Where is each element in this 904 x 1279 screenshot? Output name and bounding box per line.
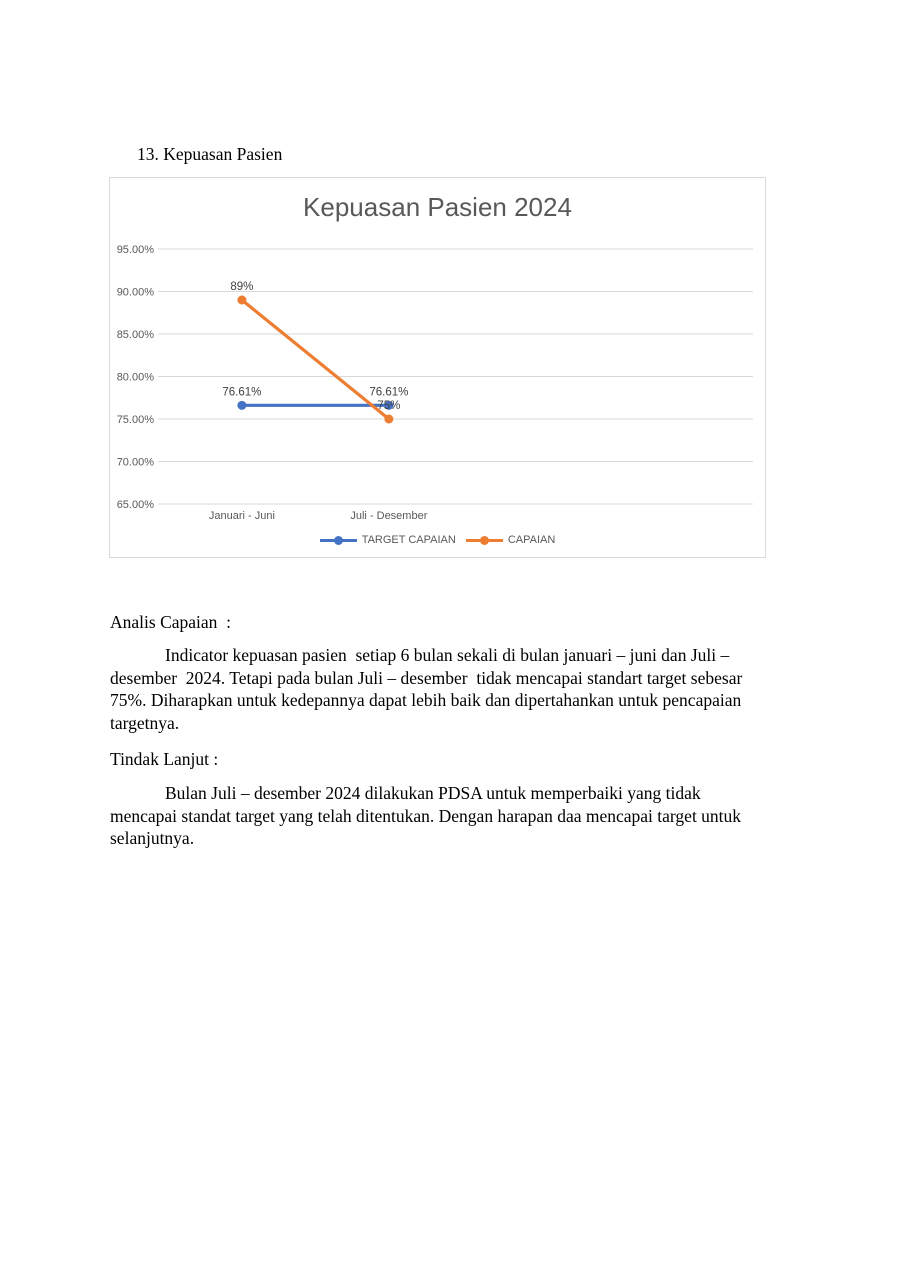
legend-label: CAPAIAN [507,534,556,546]
data-point-marker [384,415,393,424]
data-label: 76.61% [369,386,409,399]
embedded-chart[interactable] [109,177,766,558]
legend-label: TARGET CAPAIAN [361,534,456,546]
x-axis-label: Januari - Juni [208,510,275,522]
chart-legend [110,534,765,546]
followup-paragraph: Bulan Juli – desember 2024 dilakukan PDSA untuk memperbaiki yang tidak mencapai standat target yang telah ditentukan. Dengan harapan daa mencapai target untuk selanjutnya. [110,783,746,849]
legend-line-marker-icon [320,539,357,542]
data-point-marker [237,401,246,410]
y-tick-label: 70.00% [116,456,154,469]
legend-item [320,534,456,546]
chart-canvas [110,178,764,556]
y-tick-label: 65.00% [116,499,154,511]
analysis-heading: Analis Capaian : [110,612,232,632]
y-tick-label: 85.00% [116,329,154,341]
series-line [242,300,389,419]
followup-heading: Tindak Lanjut : [110,749,219,769]
analysis-paragraph: Indicator kepuasan pasien setiap 6 bulan sekali di bulan januari – juni dan Juli – desember 2024. Tetapi pada bulan Juli – desember tidak mencapai standart target sebesar 75%. Diharapkan untuk kedepannya dapat lebih baik dan dipertahankan untuk pencapaian targetnya. [110,645,747,733]
y-tick-label: 75.00% [116,414,154,426]
legend-line-marker-icon [466,539,503,542]
y-tick-label: 90.00% [116,286,154,299]
legend-item [466,534,555,546]
y-tick-label: 80.00% [116,371,154,384]
section-heading-number: 13. Kepuasan Pasien [137,144,283,164]
data-label: 76.61% [222,386,262,399]
data-label: 89% [230,281,254,293]
x-axis-label: Juli - Desember [350,510,428,522]
data-point-marker [237,296,246,305]
y-tick-label: 95.00% [116,244,154,256]
chart-title: Kepuasan Pasien 2024 [303,192,572,222]
data-label: 75% [377,400,401,412]
